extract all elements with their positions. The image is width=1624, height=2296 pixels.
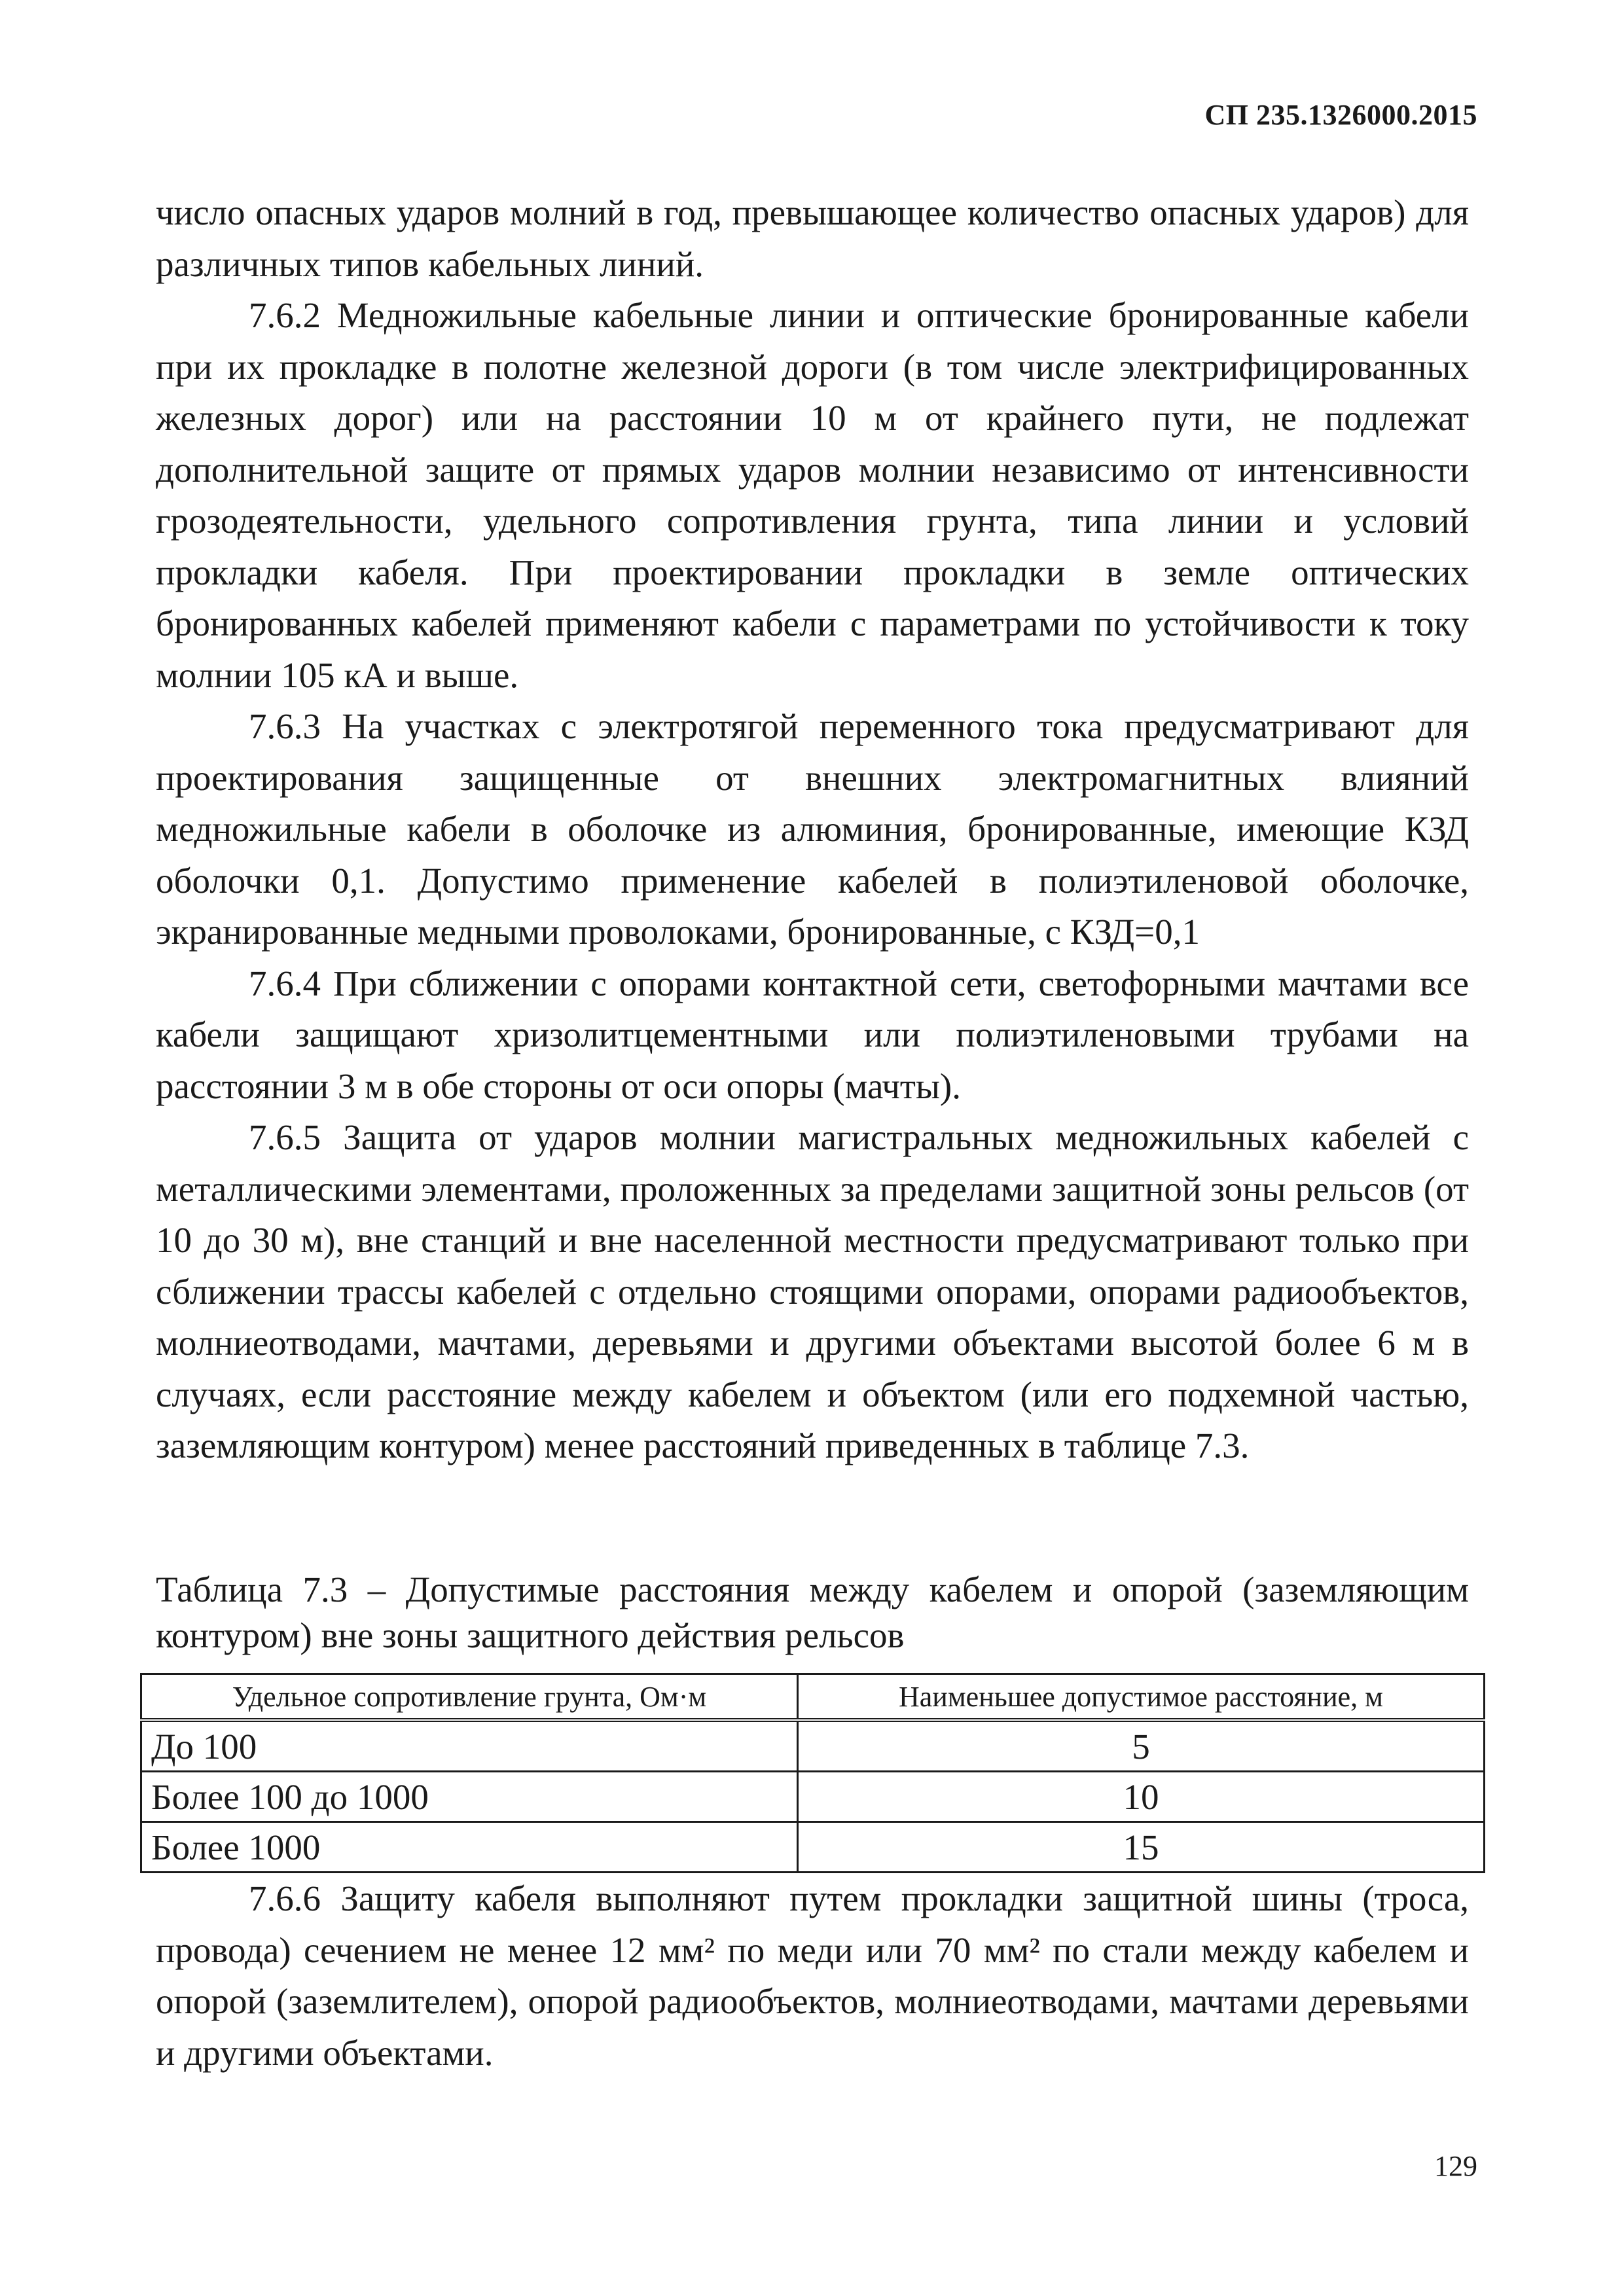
table-cell-resistance: До 100 [141,1720,798,1772]
paragraph-7-6-4: 7.6.4 При сближении с опорами контактной сети, светофорными мачтами все кабели защищают хризолитцементными или полиэтиленовыми трубами на расстоянии 3 м в обе стороны от оси опоры (мачты). [156,963,1469,1106]
paragraph-7-6-2: 7.6.2 Медножильные кабельные линии и оптические бронированные кабели при их прокладке в полотне железной дороги (в том числе электрифицированных железных дорог) или на расстоянии 10 м от крайнего пути, не подлежат дополнительной защите от прямых ударов молнии независимо от интенсивности грозодеятельности, удельного сопротивления грунта, типа линии и условий прокладки кабеля. При проектировании прокладки в земле оптических бронированных кабелей применяют кабели с параметрами по устойчивости к току молнии 105 кА и выше. [156,295,1469,695]
table-row [141,1822,1485,1873]
table-cell-distance: 5 [798,1720,1485,1772]
table-caption: Таблица 7.3 – Допустимые расстояния между кабелем и опорой (заземляющим контуром) вне зоны защитного действия рельсов [156,1570,1469,1655]
paragraph-7-6-5: 7.6.5 Защита от ударов молнии магистральных медножильных кабелей с металлическими элементами, проложенных за пределами защитной зоны рельсов (от 10 до 30 м), вне станций и вне населенной местности предусматривают только при сближении трассы кабелей с отдельно стоящими опорами, опорами радиообъектов, молниеотводами, мачтами, деревьями и другими объектами высотой более 6 м в случаях, если расстояние между кабелем и объектом (или его подхемной частью, заземляющим контуром) менее расстояний приведенных в таблице 7.3. [156,1117,1469,1465]
table-cell-resistance: Более 100 до 1000 [141,1772,798,1822]
paragraph-7-6-3: 7.6.3 На участках с электротягой переменного тока предусматривают для проектирования защищенные от внешних электромагнитных влияний медножильные кабели в оболочке из алюминия, бронированные, имеющие КЗД оболочки 0,1. Допустимо применение кабелей в полиэтиленовой оболочке, экранированные медными проволоками, бронированные, с КЗД=0,1 [156,706,1469,952]
document-code: СП 235.1326000.2015 [1204,99,1477,131]
table-row [141,1772,1485,1822]
table-cell-distance: 10 [798,1772,1485,1822]
after-table-text [156,1873,1469,2079]
distance-table-wrapper [140,1673,1483,1873]
body-text [156,187,1469,1472]
distance-table [140,1673,1485,1873]
paragraph-continuation: число опасных ударов молний в год, превышающее количество опасных ударов) для различных типов кабельных линий. [156,192,1469,284]
table-header-cell: Наименьшее допустимое расстояние, м [798,1674,1485,1721]
table-header-row [141,1674,1485,1721]
paragraph-7-6-6: 7.6.6 Защиту кабеля выполняют путем прокладки защитной шины (троса, провода) сечением не менее 12 мм² по меди или 70 мм² по стали между кабелем и опорой (заземлителем), опорой радиообъектов, молниеотводами, мачтами деревьями и другими объектами. [156,1878,1469,2073]
table-cell-distance: 15 [798,1822,1485,1873]
table-header-cell: Удельное сопротивление грунта, Ом·м [141,1674,798,1721]
page-number: 129 [1434,2150,1477,2182]
table-cell-resistance: Более 1000 [141,1822,798,1873]
table-row [141,1720,1485,1772]
